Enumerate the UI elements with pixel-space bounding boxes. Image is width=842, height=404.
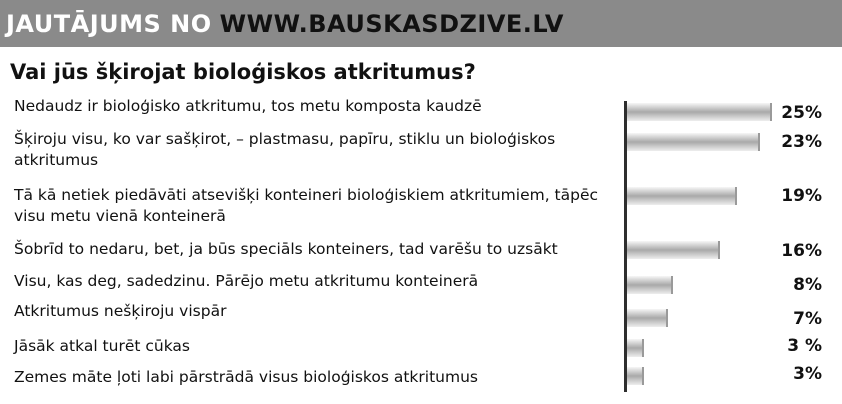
bar [627,103,772,121]
value-label: 3 % [787,336,822,356]
bar [627,133,760,151]
chart-title: Vai jūs šķirojat bioloģiskos atkritumus? [10,60,476,84]
category-label: Atkritumus nešķiroju vispār [14,302,227,320]
value-label: 16% [781,241,822,261]
bar [627,187,737,205]
category-label: Visu, kas deg, sadedzinu. Pārējo metu atkritumu konteinerā [14,272,479,290]
bar [627,241,720,259]
value-label: 25% [781,103,822,123]
value-label: 7% [793,309,822,329]
bar [627,276,673,294]
category-label: Šobrīd to nedaru, bet, ja būs speciāls konteiners, tad varēšu to uzsākt [14,240,558,258]
category-label: Nedaudz ir bioloģisko atkritumu, tos metu komposta kaudzē [14,97,482,115]
value-label: 19% [781,186,822,206]
bar [627,339,644,357]
bar [627,367,644,385]
value-label: 8% [793,275,822,295]
category-label: Šķiroju visu, ko var sašķirot, – plastmasu, papīru, stiklu un bioloģiskos atkritumus [14,130,556,169]
value-label: 23% [781,132,822,152]
category-label: Zemes māte ļoti labi pārstrādā visus bioloģiskos atkritumus [14,368,478,386]
category-label: Tā kā netiek piedāvāti atsevišķi konteineri bioloģiskiem atkritumiem, tāpēc visu metu vienā konteinerā [14,186,599,225]
category-label: Jāsāk atkal turēt cūkas [14,337,190,355]
header-banner [0,0,842,47]
header-site: WWW.BAUSKASDZIVE.LV [219,9,564,38]
bar [627,309,668,327]
value-label: 3% [793,364,822,384]
header-prefix: JAUTĀJUMS NO [6,9,212,38]
